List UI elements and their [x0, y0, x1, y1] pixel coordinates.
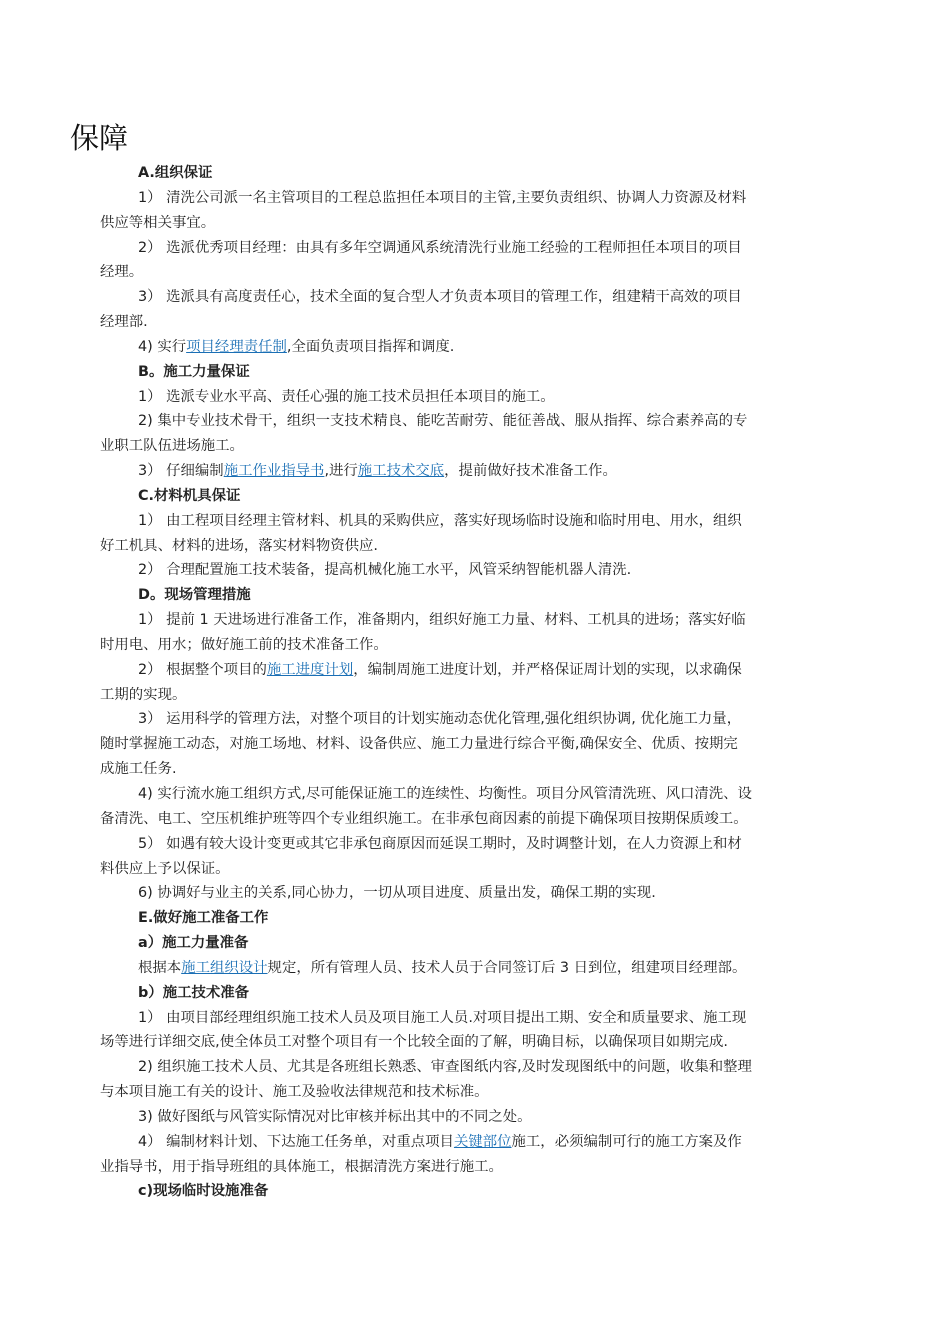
paragraph-line: [100, 1155, 503, 1179]
paragraph-line: [138, 832, 742, 856]
paragraph-line: [100, 260, 143, 284]
text-run: 1） 提前 1 天进场进行准备工作，准备期内，组织好施工力量、材料、工机具的进场；落实好临: [138, 612, 746, 629]
section-heading: [138, 583, 251, 607]
text-run: 施工，必须编制可行的施工方案及作: [511, 1133, 742, 1150]
text-run: 2) 组织施工技术人员、尤其是各班组长熟悉、审查图纸内容,及时发现图纸中的问题，收集和整理: [138, 1059, 752, 1076]
text-run: 4） 编制材料计划、下达施工任务单，对重点项目: [138, 1133, 454, 1150]
paragraph-line: [100, 1080, 489, 1104]
section-heading: [138, 1179, 268, 1203]
paragraph-line: [138, 558, 631, 582]
text-run: b）施工技术准备: [138, 984, 250, 1001]
text-run: ,全面负责项目指挥和调度.: [286, 338, 455, 355]
section-heading: [138, 931, 248, 955]
text-run: 工期的实现。: [100, 686, 187, 703]
text-run: 4) 实行流水施工组织方式,尽可能保证施工的连续性、均衡性。项目分风管清洗班、风口清洗、设: [138, 786, 752, 802]
section-heading: [138, 484, 240, 508]
paragraph-line: [138, 1130, 742, 1154]
text-run: 5） 如遇有较大设计变更或其它非承包商原因而延误工期时，及时调整计划，在人力资源上和材: [138, 835, 742, 852]
text-run: B。施工力量保证: [138, 363, 250, 380]
paragraph-line: [138, 707, 741, 731]
text-run: 3） 选派具有高度责任心，技术全面的复合型人才负责本项目的管理工作，组建精干高效的项目: [138, 289, 742, 306]
paragraph-line: [138, 236, 742, 260]
paragraph-line: [138, 956, 746, 980]
paragraph-line: [138, 782, 752, 806]
text-run: 2) 集中专业技术骨干，组织一支技术精良、能吃苦耐劳、能征善战、服从指挥、综合素养高的专: [138, 413, 748, 430]
text-run: 2） 选派优秀项目经理：由具有多年空调通风系统清洗行业施工经验的工程师担任本项目的项目: [138, 239, 742, 256]
text-run: a）施工力量准备: [138, 935, 249, 952]
text-run: 1） 由项目部经理组织施工技术人员及项目施工人员.对项目提出工期、安全和质量要求、施工现: [138, 1009, 747, 1026]
text-run: 1） 清洗公司派一名主管项目的工程总监担任本项目的主管,主要负责组织、协调人力资源及材料: [138, 189, 747, 206]
text-run: 成施工任务.: [100, 761, 177, 778]
paragraph-line: [138, 409, 747, 433]
text-run: 料供应上予以保证。: [100, 860, 230, 877]
text-run: 1） 选派专业水平高、责任心强的施工技术员担任本项目的施工。: [138, 388, 555, 405]
inline-link[interactable]: 施工技术交底: [357, 463, 445, 480]
text-run: 3) 做好图纸与风管实际情况对比审核并标出其中的不同之处。: [138, 1108, 532, 1125]
section-heading: [138, 981, 249, 1005]
text-run: 2） 合理配置施工技术装备，提高机械化施工水平，风管采纳智能机器人清洗.: [138, 562, 632, 579]
paragraph-line: [100, 683, 186, 707]
section-heading: [138, 906, 268, 930]
inline-link[interactable]: 关键部位: [453, 1133, 512, 1150]
paragraph-line: [100, 1030, 728, 1054]
paragraph-line: [100, 310, 148, 334]
text-run: ，提前做好技术准备工作。: [444, 463, 617, 480]
text-run: ,进行: [324, 463, 358, 480]
text-run: 1） 由工程项目经理主管材料、机具的采购供应，落实好现场临时设施和临时用电、用水，组织: [138, 512, 742, 529]
text-run: 与本项目施工有关的设计、施工及验收法律规范和技术标准。: [100, 1084, 489, 1101]
text-run: 3） 运用科学的管理方法，对整个项目的计划实施动态优化管理,强化组织协调, 优化施工力量，: [138, 711, 742, 728]
inline-link[interactable]: 施工作业指导书: [223, 463, 325, 480]
paragraph-line: [138, 509, 742, 533]
text-run: 经理部.: [100, 314, 148, 331]
text-run: 根据本: [138, 959, 182, 976]
paragraph-line: [100, 633, 388, 657]
text-run: C.材料机具保证: [138, 487, 241, 504]
text-run: 业指导书，用于指导班组的具体施工，根据清洗方案进行施工。: [100, 1158, 503, 1175]
text-run: 随时掌握施工动态，对施工场地、材料、设备供应、施工力量进行综合平衡,确保安全、优质、按期完: [100, 736, 738, 753]
text-run: 规定，所有管理人员、技术人员于合同签订后 3 日到位，组建项目经理部。: [267, 959, 747, 976]
paragraph-line: [100, 807, 748, 831]
paragraph-line: [138, 1006, 746, 1030]
paragraph-line: [138, 658, 742, 682]
paragraph-line: [138, 335, 454, 359]
text-run: 供应等相关事宜。: [100, 214, 216, 231]
section-heading: [138, 161, 212, 185]
paragraph-line: [138, 186, 746, 210]
text-run: c)现场临时设施准备: [138, 1183, 269, 1200]
text-run: 时用电、用水；做好施工前的技术准备工作。: [100, 636, 388, 653]
paragraph-line: [100, 534, 378, 558]
paragraph-line: [138, 1105, 532, 1129]
paragraph-line: [138, 608, 746, 632]
paragraph-line: [138, 881, 656, 905]
text-run: A.组织保证: [138, 165, 213, 181]
text-run: 3） 仔细编制: [138, 463, 224, 480]
text-run: 场等进行详细交底,使全体员工对整个项目有一个比较全面的了解，明确目标，以确保项目如期完成.: [100, 1034, 728, 1051]
paragraph-line: [100, 732, 738, 756]
text-run: 2） 根据整个项目的: [138, 661, 267, 678]
section-heading: [138, 360, 250, 384]
paragraph-line: [100, 211, 215, 235]
text-run: 备清洗、电工、空压机维护班等四个专业组织施工。在非承包商因素的前提下确保项目按期保质竣工。: [100, 810, 748, 827]
paragraph-line: [138, 285, 742, 309]
text-run: ，编制周施工进度计划，并严格保证周计划的实现，以求确保: [353, 661, 742, 678]
text-run: E.做好施工准备工作: [138, 910, 269, 927]
paragraph-line: [100, 757, 177, 781]
text-run: 6) 协调好与业主的关系,同心协力，一切从项目进度、质量出发，确保工期的实现.: [138, 885, 656, 902]
text-run: D。现场管理措施: [138, 587, 251, 604]
text-run: 好工机具、材料的进场，落实材料物资供应.: [100, 537, 378, 554]
text-run: 4) 实行: [138, 338, 187, 355]
text-run: 业职工队伍进场施工。: [100, 438, 244, 455]
page-title: 保障: [70, 121, 129, 155]
paragraph-line: [138, 1055, 752, 1079]
inline-link[interactable]: 施工进度计划: [266, 661, 354, 678]
paragraph-line: [100, 857, 230, 881]
inline-link[interactable]: 施工组织设计: [181, 959, 268, 976]
inline-link[interactable]: 项目经理责任制: [186, 338, 287, 355]
paragraph-line: [100, 434, 244, 458]
text-run: 经理。: [100, 264, 144, 281]
paragraph-line: [138, 459, 617, 483]
paragraph-line: [138, 385, 555, 409]
